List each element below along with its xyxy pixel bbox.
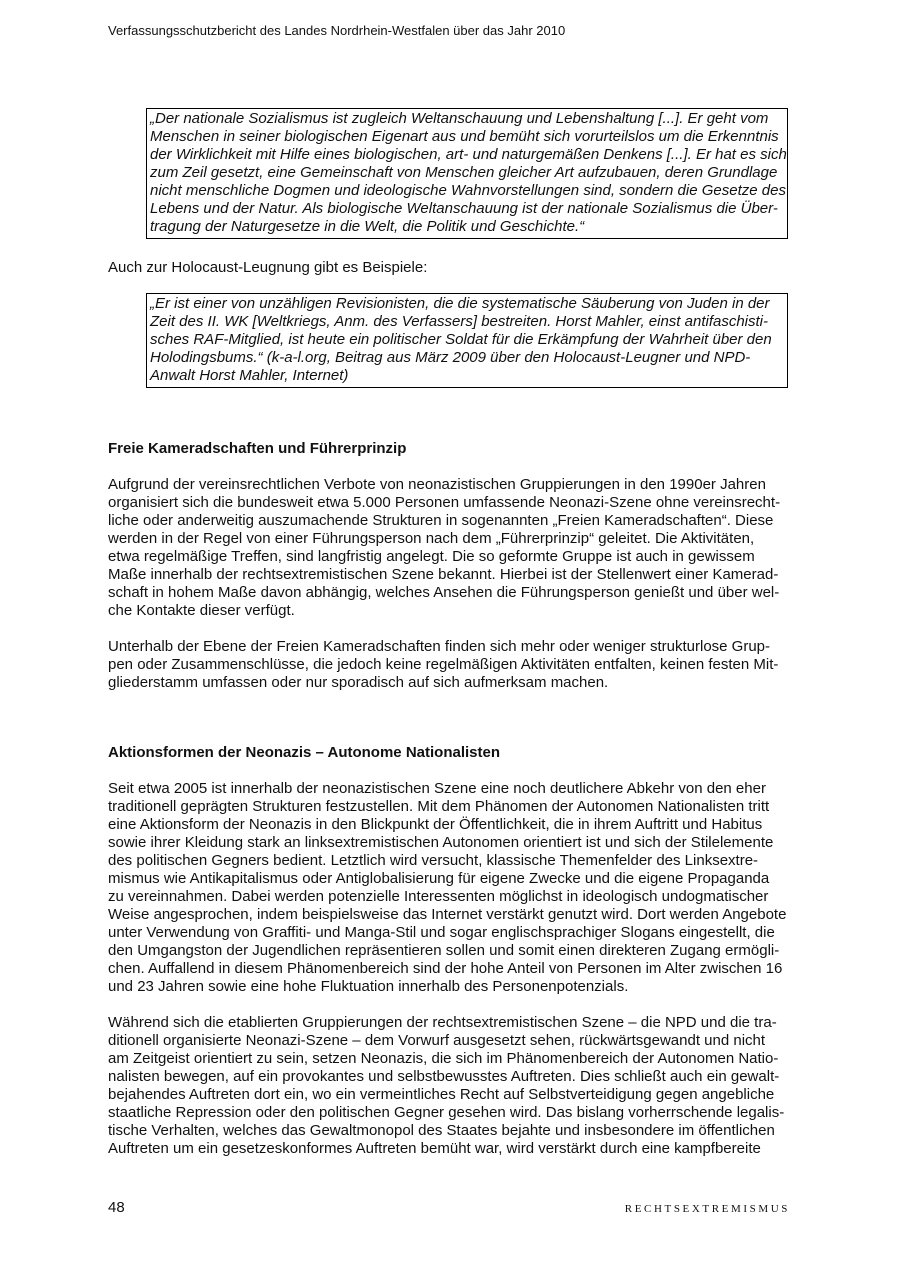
text-line: liche oder anderweitig auszumachende Strukturen in sogenannten „Freien Kameradschaften“. Diese (108, 512, 774, 529)
text-line: Zeit des II. WK [Weltkriegs, Anm. des Verfassers] bestreiten. Horst Mahler, einst antifaschisti- (150, 313, 768, 330)
text-line: nalisten bewegen, auf ein provokantes und selbstbewusstes Auftreten. Dies schließt auch ein gewalt- (108, 1068, 780, 1085)
text-line: schaft in hohem Maße davon abhängig, welches Ansehen die Führungsperson genießt und über wel- (108, 584, 780, 601)
text-line: etwa regelmäßige Treffen, sind langfristig angelegt. Die so geformte Gruppe ist auch in gewissem (108, 548, 755, 565)
text-line: mismus wie Antikapitalismus oder Antiglobalisierung für eigene Zwecke und die eigene Propaganda (108, 870, 770, 887)
footer-section-label: RECHTSEXTREMISMUS (624, 1203, 790, 1215)
text-line: der Wirklichkeit mit Hilfe eines biologischen, art- und naturgemäßen Denkens [...]. Er hat es sich (150, 146, 787, 163)
text-line: organisiert sich die bundesweit etwa 5.000 Personen umfassende Neonazi-Szene ohne vereinsrecht- (108, 494, 781, 511)
text-line: che Kontakte dieser verfügt. (108, 602, 295, 619)
text-line: bejahendes Auftreten dort ein, wo ein vermeintliches Recht auf Selbstverteidigung gegen angebliche (108, 1086, 775, 1103)
text-line: staatliche Repression oder den politischen Gegner gesehen wird. Das bislang vorherrschende legalis- (108, 1104, 785, 1121)
text-line: Aufgrund der vereinsrechtlichen Verbote von neonazistischen Gruppierungen in den 1990er Jahren (108, 476, 766, 493)
text-line: tische Verhalten, welches das Gewaltmonopol des Staates bejahte und insbesondere im öffentlichen (108, 1122, 775, 1139)
text-line: werden in der Regel von einer Führungsperson nach dem „Führerprinzip“ geleitet. Die Aktivitäten, (108, 530, 755, 547)
text-line: nicht menschliche Dogmen und ideologische Wahnvorstellungen sind, sondern die Gesetze des (150, 182, 786, 199)
quote-box-nationalsozialismus (146, 108, 788, 239)
text-line: Auftreten um ein gesetzeskonformes Auftreten bemüht war, wird verstärkt durch eine kampfbereite (108, 1140, 761, 1157)
text-line: eine Aktionsform der Neonazis in den Blickpunkt der Öffentlichkeit, die in ihrem Auftritt und Habitus (108, 816, 763, 833)
text-line: tragung der Naturgesetze in die Welt, die Politik und Geschichte.“ (150, 218, 585, 235)
intro-holocaust: Auch zur Holocaust-Leugnung gibt es Beispiele: (108, 259, 428, 276)
section-heading-aktionsformen: Aktionsformen der Neonazis – Autonome Nationalisten (108, 744, 500, 761)
text-line: traditionell geprägten Strukturen festzustellen. Mit dem Phänomen der Autonomen Nationalisten tritt (108, 798, 770, 815)
paragraph-aktionsformen-2 (108, 1014, 794, 1158)
text-line: „Der nationale Sozialismus ist zugleich Weltanschauung und Lebenshaltung [...]. Er geht vom (150, 110, 769, 127)
text-line: Unterhalb der Ebene der Freien Kameradschaften finden sich mehr oder weniger strukturlose Grup- (108, 638, 771, 655)
page-number: 48 (108, 1199, 125, 1216)
text-line: Lebens und der Natur. Als biologische Weltanschauung ist der nationale Sozialismus die Über- (150, 200, 778, 217)
text-line: sches RAF-Mitglied, ist heute ein politischer Soldat für die Erkämpfung der Wahrheit über den (150, 331, 772, 348)
paragraph-kameradschaften-1 (108, 476, 794, 620)
text-line: zum Zeil gesetzt, eine Gemeinschaft von Menschen gleicher Art aufzubauen, deren Grundlage (150, 164, 778, 181)
text-line: Seit etwa 2005 ist innerhalb der neonazistischen Szene eine noch deutlichere Abkehr von den eher (108, 780, 766, 797)
text-line: sowie ihrer Kleidung stark an linksextremistischen Autonomen orientiert ist und sich der Stilelemente (108, 834, 774, 851)
text-line: Während sich die etablierten Gruppierungen der rechtsextremistischen Szene – die NPD und die tra- (108, 1014, 777, 1031)
text-line: Menschen in seiner biologischen Eigenart aus und bemüht sich vorurteilslos um die Erkenntnis (150, 128, 779, 145)
text-line: chen. Auffallend in diesem Phänomenbereich sind der hohe Anteil von Personen im Alter zwischen 16 (108, 960, 783, 977)
text-line: „Er ist einer von unzähligen Revisionisten, die die systematische Säuberung von Juden in der (150, 295, 770, 312)
text-line: des politischen Gegners bedient. Letztlich wird versucht, klassische Themenfelder des Linksextre- (108, 852, 759, 869)
paragraph-aktionsformen-1 (108, 780, 794, 996)
quote-box-holocaust (146, 293, 788, 388)
running-header: Verfassungsschutzbericht des Landes Nordrhein-Westfalen über das Jahr 2010 (108, 23, 566, 38)
text-line: und 23 Jahren sowie eine hohe Fluktuation innerhalb des Personenpotenzials. (108, 978, 629, 995)
text-line: am Zeitgeist orientiert zu sein, setzen Neonazis, die sich im Phänomenbereich der Autonomen Natio- (108, 1050, 779, 1067)
paragraph-kameradschaften-2 (108, 638, 794, 692)
text-line: Anwalt Horst Mahler, Internet) (150, 367, 349, 384)
text-line: unter Verwendung von Graffiti- und Manga-Stil und sogar englischsprachiger Slogans eingestellt, die (108, 924, 775, 941)
text-line: den Umgangston der Jugendlichen repräsentieren sollen und somit einen direkteren Zugang ermögli- (108, 942, 780, 959)
text-line: pen oder Zusammenschlüsse, die jedoch keine regelmäßigen Aktivitäten entfalten, keinen festen Mit- (108, 656, 779, 673)
text-line: gliederstamm umfassen oder nur sporadisch auf sich aufmerksam machen. (108, 674, 609, 691)
text-line: ditionell organisierte Neonazi-Szene – dem Vorwurf ausgesetzt sehen, rückwärtsgewandt und nicht (108, 1032, 766, 1049)
section-heading-kameradschaften: Freie Kameradschaften und Führerprinzip (108, 440, 407, 457)
page-body (108, 108, 794, 1158)
text-line: Weise angesprochen, indem beispielsweise das Internet verstärkt genutzt wird. Dort werden Angebote (108, 906, 787, 923)
text-line: Maße innerhalb der rechtsextremistischen Szene bekannt. Hierbei ist der Stellenwert einer Kamerad- (108, 566, 779, 583)
text-line: zu vereinnahmen. Dabei werden potenzielle Interessenten möglichst in ideologisch undogmatischer (108, 888, 769, 905)
text-line: Holodingsbums.“ (k-a-l.org, Beitrag aus März 2009 über den Holocaust-Leugner und NPD- (150, 349, 751, 366)
